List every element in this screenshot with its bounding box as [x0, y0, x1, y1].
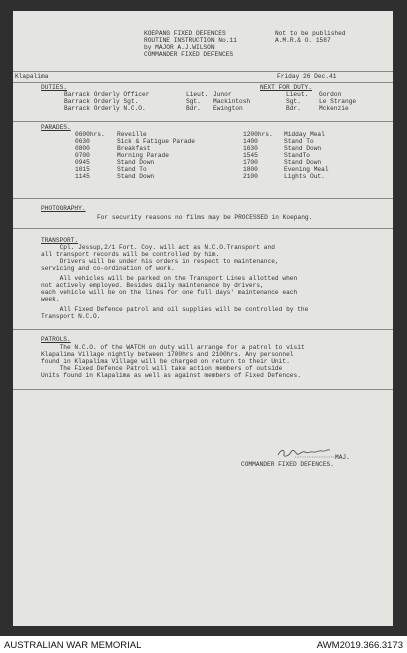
- archive-footer: [0, 636, 407, 653]
- parade-event: Stand Down: [284, 159, 322, 166]
- parade-event: StandTo: [284, 152, 310, 159]
- parade-time: 0945: [75, 159, 90, 166]
- photography-text: For security reasons no films may be PROCESSED in Koepang.: [97, 214, 313, 221]
- duty-role: Barrack Orderly N.C.O.: [64, 105, 146, 112]
- parade-event: Stand To: [284, 138, 314, 145]
- parade-time: 1545: [243, 152, 258, 159]
- parades-heading: PARADES.: [41, 124, 71, 131]
- divider: [13, 228, 393, 229]
- transport-line: not actively employed. Besides daily maintenance by drivers,: [41, 282, 264, 289]
- parade-event: Reveille: [117, 131, 147, 138]
- parade-time: 1015: [75, 166, 90, 173]
- next-for-duty-heading: NEXT FOR DUTY.: [260, 84, 312, 91]
- transport-line: All Fixed Defence patrol and oil supplies will be controlled by the: [41, 306, 309, 313]
- duty-name: Junor: [213, 91, 232, 98]
- header-restriction: Not to be published: [275, 30, 346, 37]
- transport-heading: TRANSPORT.: [41, 237, 79, 244]
- next-duty-name: Mckenzie: [319, 105, 349, 112]
- header-author: by MAJOR A.J.WILSON: [144, 44, 215, 51]
- parade-event: Morning Parade: [117, 152, 169, 159]
- duty-name: Mackintosh: [213, 98, 251, 105]
- duty-role: Barrack Orderly Sgt.: [64, 98, 139, 105]
- parade-time: 1700: [243, 159, 258, 166]
- parade-event: Breakfast: [117, 145, 151, 152]
- parade-event: Evening Meal: [284, 166, 329, 173]
- duties-heading: DUTIES.: [41, 84, 67, 91]
- place: Klapalima: [15, 73, 49, 80]
- parade-time: 1145: [75, 173, 90, 180]
- divider: [13, 198, 393, 199]
- parade-time: 2100: [243, 173, 258, 180]
- parade-time: 1400: [243, 138, 258, 145]
- duty-role: Barrack Orderly Officer: [64, 91, 150, 98]
- parade-event: Midday Meal: [284, 131, 325, 138]
- parade-time: 0630: [75, 138, 90, 145]
- patrols-line: Klapalima Village nightly between 1700hrs and 2100hrs. Any personnel: [41, 351, 294, 358]
- next-duty-rank: Lieut.: [286, 91, 309, 98]
- signature-title: COMMANDER FIXED DEFENCES.: [241, 461, 334, 468]
- divider: [13, 389, 393, 390]
- header-instruction: ROUTINE INSTRUCTION No.11: [144, 37, 237, 44]
- divider: [13, 121, 393, 122]
- parade-event: Stand To: [117, 166, 147, 173]
- duty-rank: Bdr.: [186, 105, 201, 112]
- patrols-line: The N.C.O. of the WATCH on duty will arrange for a patrol to visit: [41, 344, 305, 351]
- transport-line: Transport N.C.O.: [41, 313, 101, 320]
- parade-event: Stand Down: [117, 159, 155, 166]
- parade-time: 0600hrs.: [75, 131, 105, 138]
- photography-heading: PHOTOGRAPHY.: [41, 205, 86, 212]
- signature-rank: MAJ.: [335, 454, 350, 461]
- next-duty-name: Le Strange: [319, 98, 357, 105]
- patrols-line: The Fixed Defence Patrol will take action members of outside: [41, 365, 283, 372]
- next-duty-rank: Sgt.: [286, 98, 301, 105]
- archive-reference: AWM2019.366.3173: [316, 640, 403, 651]
- archive-name: AUSTRALIAN WAR MEMORIAL: [4, 640, 142, 651]
- patrols-line: found in Klapalima Village will be charged on return to their Unit.: [41, 358, 290, 365]
- divider: [13, 71, 393, 72]
- parade-time: 1630: [243, 145, 258, 152]
- parade-event: Stand Down: [117, 173, 155, 180]
- parade-event: Stand Down: [284, 145, 322, 152]
- patrols-heading: PATROLS.: [41, 336, 71, 343]
- parade-event: Lights Out.: [284, 173, 325, 180]
- header-reference: A.M.R.& O. 1587: [275, 37, 331, 44]
- parade-time: 1800: [243, 166, 258, 173]
- parade-event: Sick & Fatigue Parade: [117, 138, 195, 145]
- duty-name: Ewington: [213, 105, 243, 112]
- transport-line: All vehicles will be parked on the Transport Lines allotted when: [41, 275, 298, 282]
- patrols-line: Units found in Klapalima as well as against members of Fixed Defences.: [41, 372, 301, 379]
- transport-line: servicing and co-ordination of work.: [41, 265, 175, 272]
- transport-line: each vehicle will be on the lines for one full days' maintenance each: [41, 289, 298, 296]
- header-command: COMMANDER FIXED DEFENCES: [144, 51, 234, 58]
- header-title: KOEPANG FIXED DEFENCES: [144, 30, 226, 37]
- date: Friday 26 Dec.41: [277, 73, 337, 80]
- duty-rank: Lieut.: [186, 91, 209, 98]
- parade-time: 0700: [75, 152, 90, 159]
- divider: [13, 329, 393, 330]
- parade-time: 1200hrs.: [243, 131, 273, 138]
- transport-line: Cpl. Jessup,2/1 Fort. Coy. will act as N.C.O.Transport and: [41, 244, 275, 251]
- transport-line: Drivers will be under his orders in respect to maintenance,: [41, 258, 279, 265]
- parade-time: 0800: [75, 145, 90, 152]
- document-page: [13, 11, 393, 626]
- transport-line: all transport records will be controlled by him.: [41, 251, 220, 258]
- duty-rank: Sgt.: [186, 98, 201, 105]
- next-duty-name: Gordon: [319, 91, 342, 98]
- transport-line: week.: [41, 296, 60, 303]
- next-duty-rank: Bdr.: [286, 105, 301, 112]
- divider: [13, 82, 393, 83]
